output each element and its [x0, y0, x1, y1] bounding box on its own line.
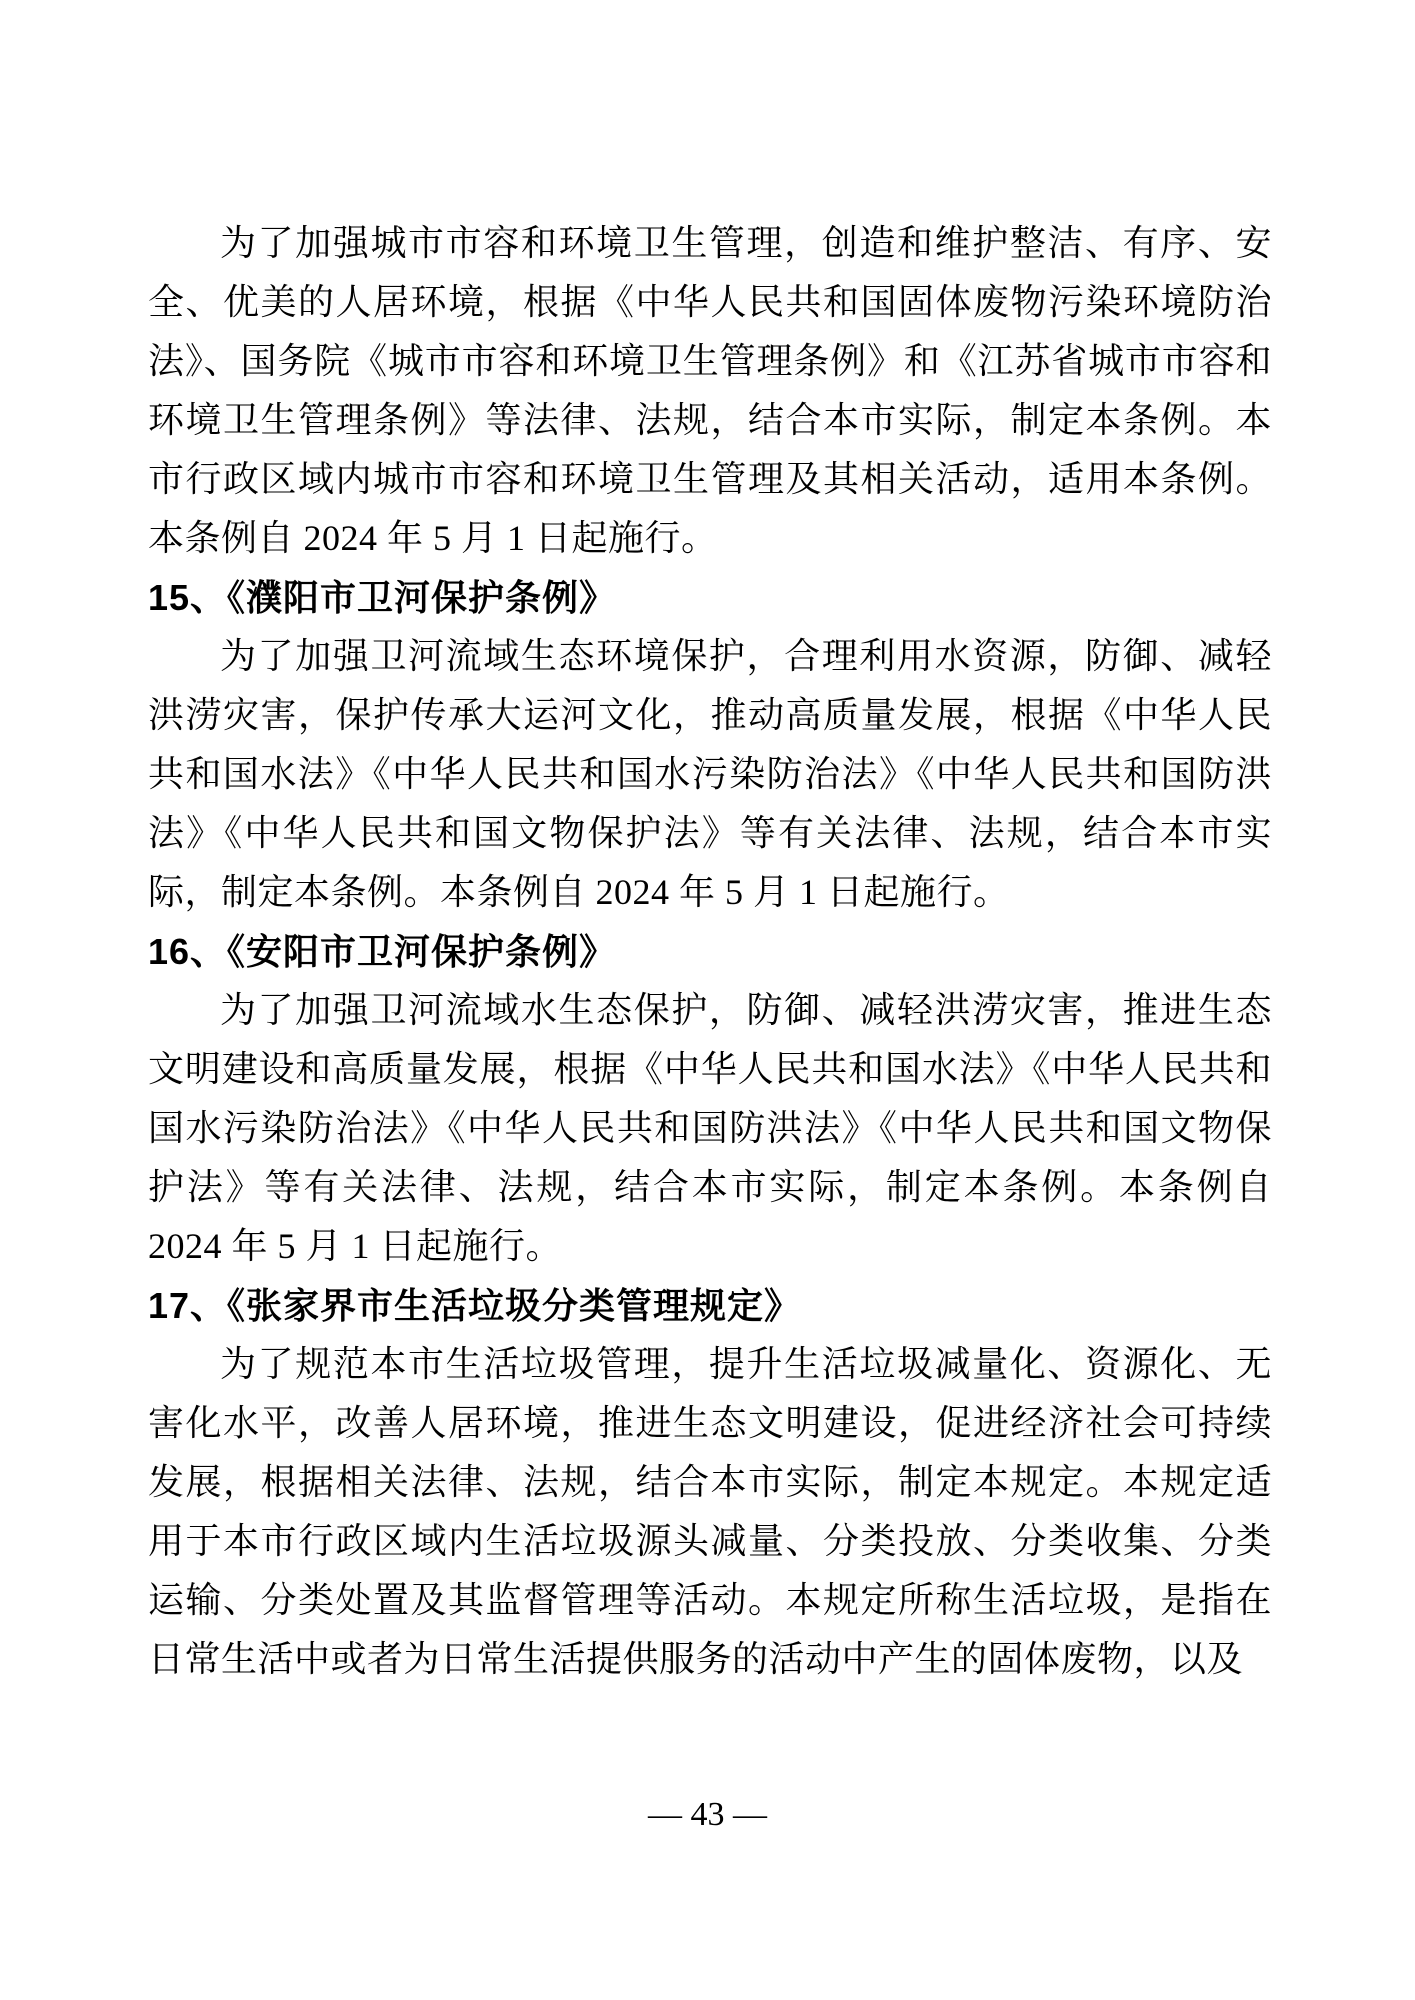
- paragraph-item-16-anyang-weihe: 为了加强卫河流域水生态保护，防御、减轻洪涝灾害，推进生态文明建设和高质量发展，根据《中华人民共和国水法》《中华人民共和国水污染防治法》《中华人民共和国防洪法》《中华人民共和国文物保护法》等有关法律、法规，结合本市实际，制定本条例。本条例自 2024 年 5 月 1 日起施行。: [148, 990, 1272, 1266]
- page-number: — 43 —: [648, 1796, 767, 1833]
- document-body: [148, 214, 1272, 1689]
- paragraph-item-17-zhangjiajie-waste: 为了规范本市生活垃圾管理，提升生活垃圾减量化、资源化、无害化水平，改善人居环境，推进生态文明建设，促进经济社会可持续发展，根据相关法律、法规，结合本市实际，制定本规定。本规定适用于本市行政区域内生活垃圾源头减量、分类投放、分类收集、分类运输、分类处置及其监督管理等活动。本规定所称生活垃圾，是指在日常生活中或者为日常生活提供服务的活动中产生的固体废物，以及: [148, 1344, 1272, 1679]
- heading-item-16-anyang-weihe-regulation: 16、《安阳市卫河保护条例》: [148, 931, 617, 972]
- heading-item-15-puyang-weihe-regulation: 15、《濮阳市卫河保护条例》: [148, 577, 617, 618]
- paragraph-item-15-puyang-weihe: 为了加强卫河流域生态环境保护，合理利用水资源，防御、减轻洪涝灾害，保护传承大运河文化，推动高质量发展，根据《中华人民共和国水法》《中华人民共和国水污染防治法》《中华人民共和国防洪法》《中华人民共和国文物保护法》等有关法律、法规，结合本市实际，制定本条例。本条例自 2024 年 5 月 1 日起施行。: [148, 636, 1272, 912]
- paragraph-intro-urban-sanitation: 为了加强城市市容和环境卫生管理，创造和维护整洁、有序、安全、优美的人居环境，根据《中华人民共和国固体废物污染环境防治法》、国务院《城市市容和环境卫生管理条例》和《江苏省城市市容和环境卫生管理条例》等法律、法规，结合本市实际，制定本条例。本市行政区域内城市市容和环境卫生管理及其相关活动，适用本条例。本条例自 2024 年 5 月 1 日起施行。: [148, 223, 1272, 558]
- heading-item-17-zhangjiajie-waste-rule: 17、《张家界市生活垃圾分类管理规定》: [148, 1285, 802, 1326]
